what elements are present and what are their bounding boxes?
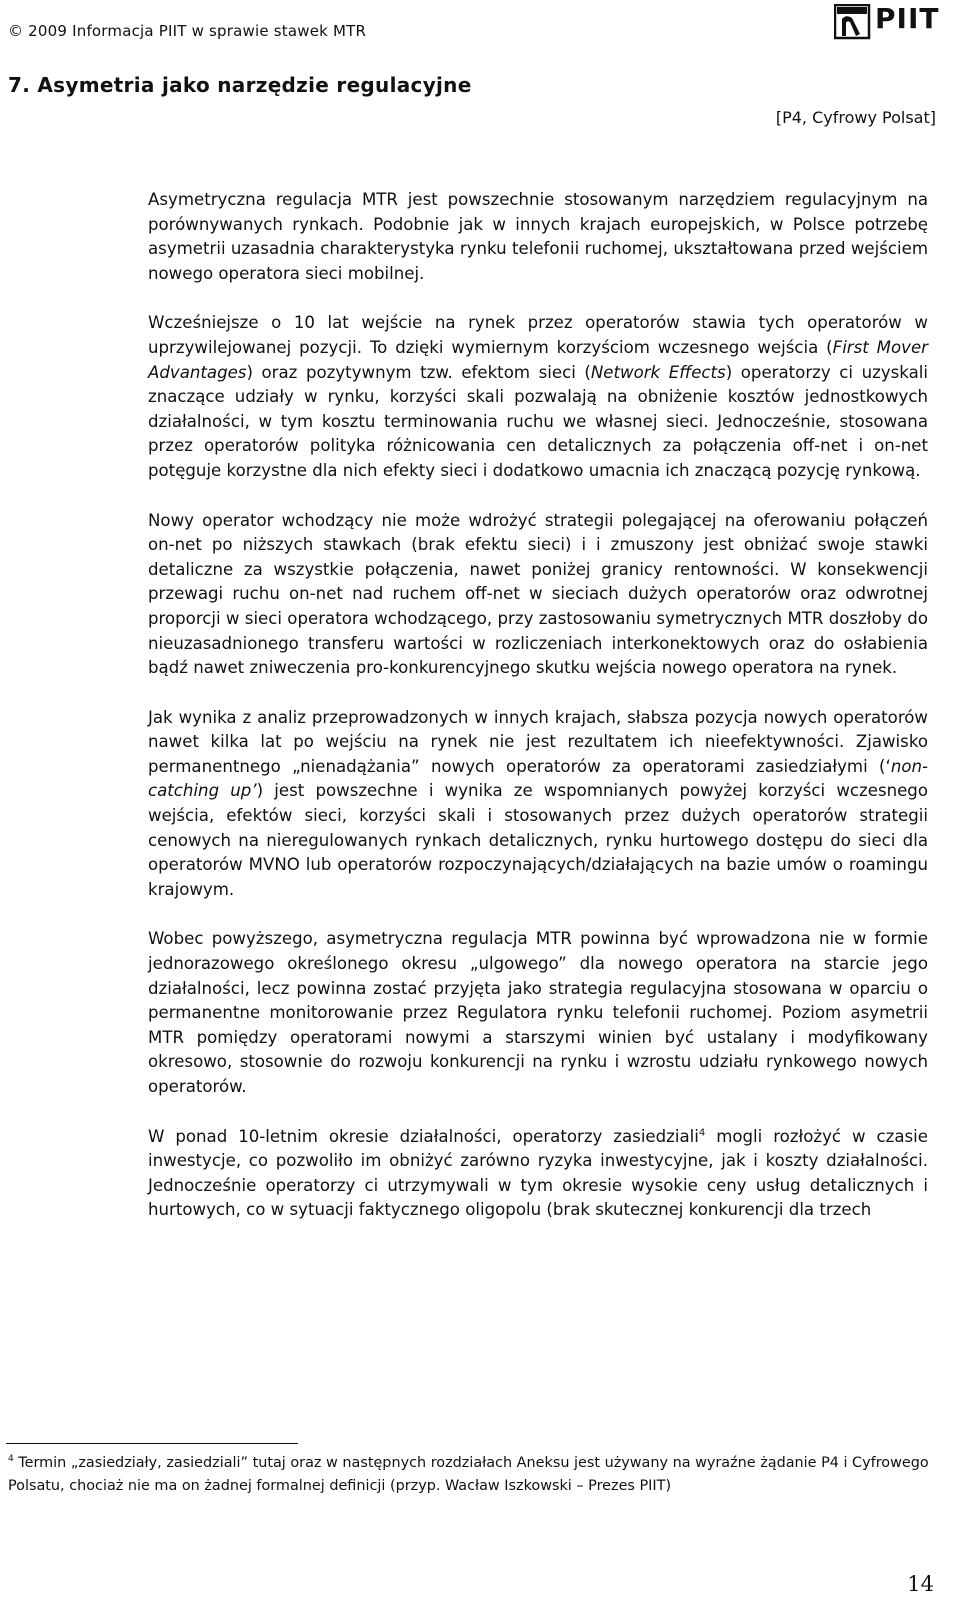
footnote: [8, 1452, 930, 1497]
footnote-text: Termin „zasiedziały, zasiedziali” tutaj oraz w następnych rozdziałach Aneksu jest używany na wyraźne żądanie P4 i Cyfrowego Polsatu, chociaż nie ma on żadnej formalnej definicji (przyp. Wacław Iszkowski – Prezes PIIT): [8, 1455, 929, 1494]
piit-logo: [834, 4, 952, 40]
paragraph-2-term-network-effects: Network Effects: [590, 362, 726, 382]
body-text: [148, 188, 928, 1248]
paragraph-4: [148, 706, 928, 903]
paragraph-2-text-a: Wcześniejsze o 10 lat wejście na rynek przez operatorów stawia tych operatorów w uprzywilejowanej pozycji. To dzięki wymiernym korzyściom wczesnego wejścia (: [148, 313, 928, 357]
section-title: 7. Asymetria jako narzędzie regulacyjne: [8, 73, 472, 97]
paragraph-2-term-first-mover: First Mover Advantages: [148, 337, 928, 382]
paragraph-4-text-a: Jak wynika z analiz przeprowadzonych w innych krajach, słabsza pozycja nowych operatorów nawet kilka lat po wejściu na rynek nie jest rezultatem ich nieefektywności. Zjawisko permanentnego „nienadążania” nowych operatorów za operatorami zasiedziałymi (‘: [148, 707, 928, 776]
page-number: 14: [907, 1572, 934, 1596]
logo-wordmark: PIIT: [875, 2, 940, 35]
paragraph-3: Nowy operator wchodzący nie może wdrożyć strategii polegającej na oferowaniu połączeń on-net po niższych stawkach (brak efektu sieci) i i zmuszony jest obniżać swoje stawki detaliczne za wszystkie połączenia, nawet poniżej granicy rentowności. W konsekwencji przewagi ruchu on-net nad ruchem off-net w sieciach dużych operatorów oraz odwrotnej proporcji w sieci operatora wchodzącego, przy zastosowaniu symetrycznych MTR doszłoby do nieuzasadnionego transferu wartości w rozliczeniach interkonektowych oraz do osłabienia bądź nawet zniweczenia pro-konkurencyjnego skutku wejścia nowego operatora na rynek.: [148, 510, 928, 678]
paragraph-2-text-c: ) oraz pozytywnym tzw. efektom sieci (: [246, 362, 591, 382]
paragraph-2-text-e: ) operatorzy ci uzyskali znaczące udziały w rynku, korzyści skali pozwalają na obniżenie kosztów jednostkowych działalności, w tym kosztu terminowania ruchu we własnej sieci. Jednocześnie, stosowana przez operatorów polityka różnicowania cen detalicznych za połączenia off-net i on-net potęguje korzystne dla nich efekty sieci i dodatkowo umacnia ich znaczącą pozycję rynkową.: [148, 362, 928, 480]
paragraph-6: [148, 1125, 928, 1223]
paragraph-6-text-b: mogli rozłożyć w czasie inwestycje, co pozwoliło im obniżyć zarówno ryzyka inwestycyjne, jak i koszty działalności. Jednocześnie operatorzy ci utrzymywali w tym okresie wysokie ceny usług detalicznych i hurtowych, co w sytuacji faktycznego oligopolu (brak skutecznej konkurencji dla trzech: [148, 1126, 928, 1220]
footnote-marker: 4: [8, 1454, 14, 1465]
footnote-reference[interactable]: 4: [698, 1127, 706, 1139]
page-header: © 2009 Informacja PIIT w sprawie stawek MTR: [8, 22, 367, 40]
paragraph-4-term-non-catching-up: non-catching up’: [148, 756, 928, 801]
paragraph-5: Wobec powyższego, asymetryczna regulacja MTR powinna być wprowadzona nie w formie jednorazowego określonego okresu „ulgowego” dla nowego operatora na starcie jego działalności, lecz powinna zostać przyjęta jako strategia regulacyjna stosowana w oparciu o permanentne monitorowanie przez Regulatora rynku telefonii ruchomej. Poziom asymetrii MTR pomiędzy operatorami nowymi a starszymi winien być ustalany i modyfikowany okresowo, stosownie do rozwoju konkurencji na rynku i wzrostu udziału rynkowego nowych operatorów.: [148, 929, 928, 1096]
paragraph-2: [148, 311, 928, 483]
footnote-separator: [6, 1443, 298, 1444]
paragraph-6-text-a: W ponad 10-letnim okresie działalności, operatorzy zasiedziali: [148, 1126, 699, 1146]
paragraph-4-text-c: ) jest powszechne i wynika ze wspomnianych powyżej korzyści wczesnego wejścia, efektów sieci, korzyści skali i stosowanych przez dużych operatorów strategii cenowych na nieregulowanych rynkach detalicznych, rynku hurtowego dostępu do sieci dla operatorów MVNO lub operatorów rozpoczynających/działających na bazie umów o roamingu krajowym.: [148, 781, 928, 899]
section-source: [P4, Cyfrowy Polsat]: [775, 108, 936, 127]
paragraph-1: Asymetryczna regulacja MTR jest powszechnie stosowanym narzędziem regulacyjnym na porównywanych rynkach. Podobnie jak w innych krajach europejskich, w Polsce potrzebę asymetrii uzasadnia charakterystyka rynku telefonii ruchomej, ukształtowana przed wejściem nowego operatora sieci mobilnej.: [148, 190, 928, 283]
piit-logo-icon: [834, 4, 874, 40]
